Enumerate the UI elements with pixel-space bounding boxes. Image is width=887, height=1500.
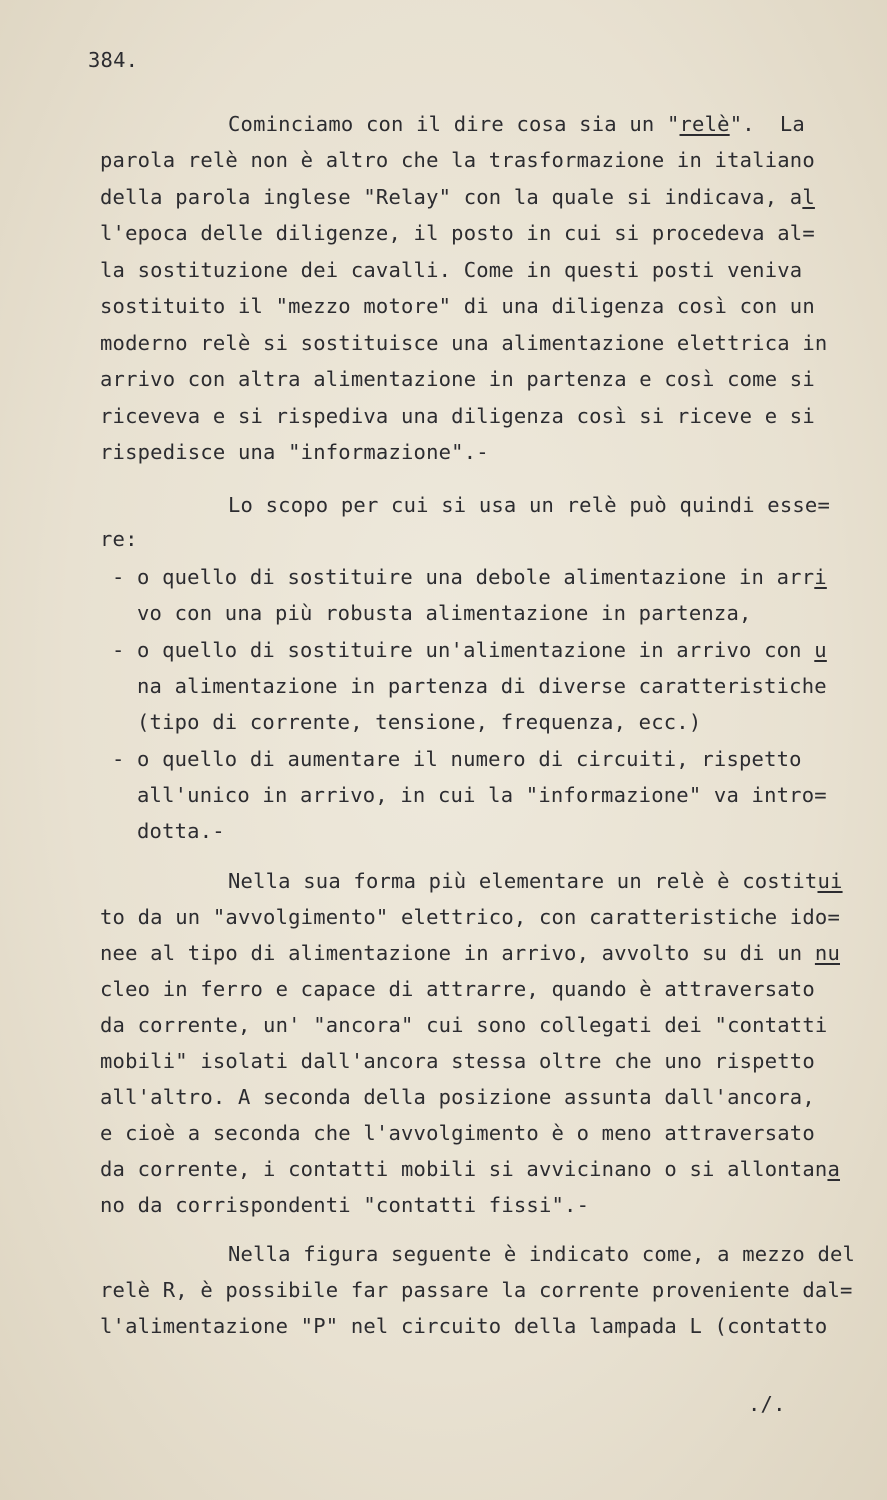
list-item-1-line-2: vo con una più robusta alimentazione in partenza, <box>137 601 752 625</box>
page-number: 384. <box>88 48 139 72</box>
paragraph-3-line-6: mobili" isolati dall'ancora stessa oltre che uno rispetto <box>100 1049 815 1073</box>
continuation-mark: ./. <box>748 1392 786 1416</box>
list-dash: - <box>112 565 125 589</box>
paragraph-3-line-4: cleo in ferro e capace di attrarre, quando è attraversato <box>100 977 815 1001</box>
list-item-2-line-2: na alimentazione in partenza di diverse caratteristiche <box>137 674 827 698</box>
paragraph-3-line-3: nee al tipo di alimentazione in arrivo, avvolto su di un nu <box>100 941 840 965</box>
paragraph-1-line-3: della parola inglese "Relay" con la quale si indicava, al <box>100 185 815 209</box>
paragraph-4-line-2: relè R, è possibile far passare la corrente proveniente dal= <box>100 1278 853 1302</box>
paragraph-3-line-7: all'altro. A seconda della posizione assunta dall'ancora, <box>100 1085 815 1109</box>
paragraph-3-line-9: da corrente, i contatti mobili si avvicinano o si allontana <box>100 1157 840 1181</box>
paragraph-1-line-10: rispedisce una "informazione".- <box>100 440 489 464</box>
paragraph-3-line-2: to da un "avvolgimento" elettrico, con caratteristiche ido= <box>100 905 840 929</box>
paragraph-4-line-1: Nella figura seguente è indicato come, a mezzo del <box>228 1242 856 1266</box>
paragraph-1-line-6: sostituito il "mezzo motore" di una diligenza così con un <box>100 294 815 318</box>
list-dash: - <box>112 747 125 771</box>
paragraph-1-line-9: riceveva e si rispediva una diligenza così si riceve e si <box>100 404 815 428</box>
paragraph-3-line-5: da corrente, un' "ancora" cui sono collegati dei "contatti <box>100 1013 828 1037</box>
paragraph-1-line-8: arrivo con altra alimentazione in partenza e così come si <box>100 367 815 391</box>
paragraph-4-line-3: l'alimentazione "P" nel circuito della lampada L (contatto <box>100 1314 828 1338</box>
list-item-2-line-3: (tipo di corrente, tensione, frequenza, ecc.) <box>137 710 702 734</box>
list-item-3-line-2: all'unico in arrivo, in cui la "informazione" va intro= <box>137 783 827 807</box>
paragraph-1-line-2: parola relè non è altro che la trasformazione in italiano <box>100 148 815 172</box>
list-item-3-line-3: dotta.- <box>137 819 225 843</box>
paragraph-2-line-2: re: <box>100 527 138 551</box>
paragraph-3-line-1: Nella sua forma più elementare un relè è costitui <box>228 869 843 893</box>
paragraph-1-line-5: la sostituzione dei cavalli. Come in questi posti veniva <box>100 258 803 282</box>
list-item-3-line-1: o quello di aumentare il numero di circuiti, rispetto <box>137 747 802 771</box>
paragraph-1-line-4: l'epoca delle diligenze, il posto in cui si procedeva al= <box>100 221 815 245</box>
paragraph-2-line-1: Lo scopo per cui si usa un relè può quindi esse= <box>228 493 831 517</box>
list-dash: - <box>112 638 125 662</box>
paragraph-1-line-7: moderno relè si sostituisce una alimentazione elettrica in <box>100 331 828 355</box>
paragraph-1-line-1: Cominciamo con il dire cosa sia un "relè". La <box>228 112 805 136</box>
list-item-2-line-1: o quello di sostituire un'alimentazione in arrivo con u <box>137 638 827 662</box>
paragraph-3-line-10: no da corrispondenti "contatti fissi".- <box>100 1193 590 1217</box>
paragraph-3-line-8: e cioè a seconda che l'avvolgimento è o meno attraversato <box>100 1121 815 1145</box>
list-item-1-line-1: o quello di sostituire una debole alimentazione in arri <box>137 565 827 589</box>
underlined-term: relè <box>679 112 730 136</box>
